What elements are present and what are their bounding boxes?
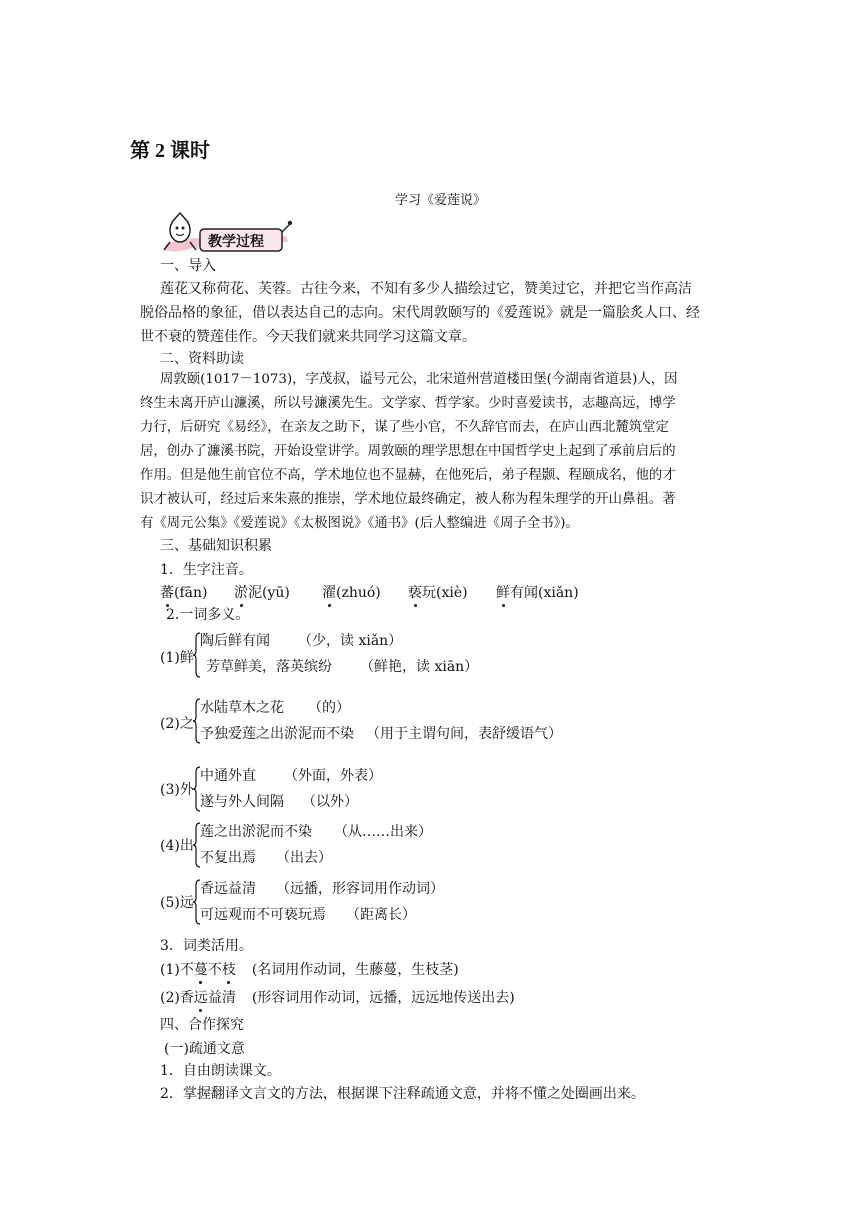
intro-line: 世不衰的赞莲佳作。今天我们就来共同学习这篇文章。 xyxy=(140,329,476,345)
polysemy-label: (2)之 xyxy=(160,716,194,732)
pinyin-entry: 亵玩(xiè) xyxy=(408,585,468,601)
section-heading-3: 三、基础知识积累 xyxy=(160,538,272,554)
lesson-title: 第 2 课时 xyxy=(130,140,210,162)
pinyin-entry: 鲜有闻(xiǎn) xyxy=(496,585,579,601)
subtitle: 学习《爱莲说》 xyxy=(395,193,487,208)
subsection-heading: (一)疏通文意 xyxy=(164,1041,245,1057)
bio-line: 力行，后研究《易经》，在亲友之助下，谋了些小官，不久辞官而去，在庐山西北麓筑堂定 xyxy=(140,420,669,435)
polysemy-example: 陶后鲜有闻 （少，读 xiǎn） xyxy=(200,633,403,649)
pinyin-entry: 蕃(fān) xyxy=(160,585,208,601)
pinyin-entry: 淤泥(yū) xyxy=(234,585,290,601)
usage-line: (1)不蔓不枝 (名词用作动词，生藤蔓，生枝茎) xyxy=(160,962,459,978)
section-heading-2: 二、资料助读 xyxy=(160,351,244,367)
bio-line: 周敦颐(1017－1073)，字茂叔，谥号元公，北宋道州营道楼田堡(今湖南省道县)人，因 xyxy=(160,372,678,387)
task-line: 1．自由朗读课文。 xyxy=(160,1063,281,1079)
item-word-class: 3．词类活用。 xyxy=(160,938,253,954)
polysemy-example: 水陆草木之花 （的） xyxy=(200,700,350,716)
polysemy-example: 不复出焉 （出去） xyxy=(200,850,332,866)
section-heading-4: 四、合作探究 xyxy=(160,1017,244,1033)
polysemy-example: 香远益清 （远播，形容词用作动词） xyxy=(200,881,444,897)
polysemy-example: 可远观而不可亵玩焉 （距离长） xyxy=(200,907,416,923)
teaching-process-badge xyxy=(158,210,293,256)
polysemy-label: (4)出 xyxy=(160,838,194,854)
polysemy-label: (3)外 xyxy=(160,782,194,798)
polysemy-label: (1)鲜 xyxy=(160,650,194,666)
polysemy-label: (5)远 xyxy=(160,895,194,911)
usage-line: (2)香远益清 (形容词用作动词，远播，远远地传送出去) xyxy=(160,990,515,1006)
bio-line: 识才被认可，经过后来朱熹的推崇，学术地位最终确定，被人称为程朱理学的开山鼻祖。著 xyxy=(140,492,676,507)
bio-line: 作用。但是他生前官位不高，学术地位也不显赫，在他死后，弟子程颢、程颐成名，他的才 xyxy=(140,468,676,483)
task-line: 2．掌握翻译文言文的方法，根据课下注释疏通文意，并将不懂之处圈画出来。 xyxy=(160,1086,645,1102)
bio-line: 居，创办了濂溪书院，开始设堂讲学。周敦颐的理学思想在中国哲学史上起到了承前启后的 xyxy=(140,444,676,459)
polysemy-example: 莲之出淤泥而不染 （从……出来） xyxy=(200,824,432,840)
section-heading-1: 一、导入 xyxy=(160,258,216,274)
polysemy-example: 遂与外人间隔 （以外） xyxy=(200,794,358,810)
polysemy-example: 中通外直 （外面，外表） xyxy=(200,768,382,784)
bio-line: 有《周元公集》《爱莲说》《太极图说》《通书》(后人整编进《周子全书》)。 xyxy=(140,516,579,531)
badge-label: 教学过程 xyxy=(208,234,264,250)
polysemy-example: 芳草鲜美，落英缤纷 （鲜艳，读 xiān） xyxy=(206,659,479,675)
polysemy-example: 予独爱莲之出淤泥而不染 （用于主谓句间，表舒缓语气） xyxy=(200,726,562,742)
intro-line: 莲花又称荷花、芙蓉。古往今来，不知有多少人描绘过它，赞美过它，并把它当作高洁 xyxy=(160,281,692,297)
pinyin-entry: 濯(zhuó) xyxy=(322,585,381,601)
intro-line: 脱俗品格的象征，借以表达自己的志向。宋代周敦颐写的《爱莲说》就是一篇脍炙人口、经 xyxy=(140,305,700,321)
item-pronunciation: 1．生字注音。 xyxy=(160,562,253,578)
bio-line: 终生未离开庐山濂溪，所以号濂溪先生。文学家、哲学家。少时喜爱读书，志趣高远，博学 xyxy=(140,396,676,411)
item-polysemy: 2.一词多义。 xyxy=(166,607,250,623)
